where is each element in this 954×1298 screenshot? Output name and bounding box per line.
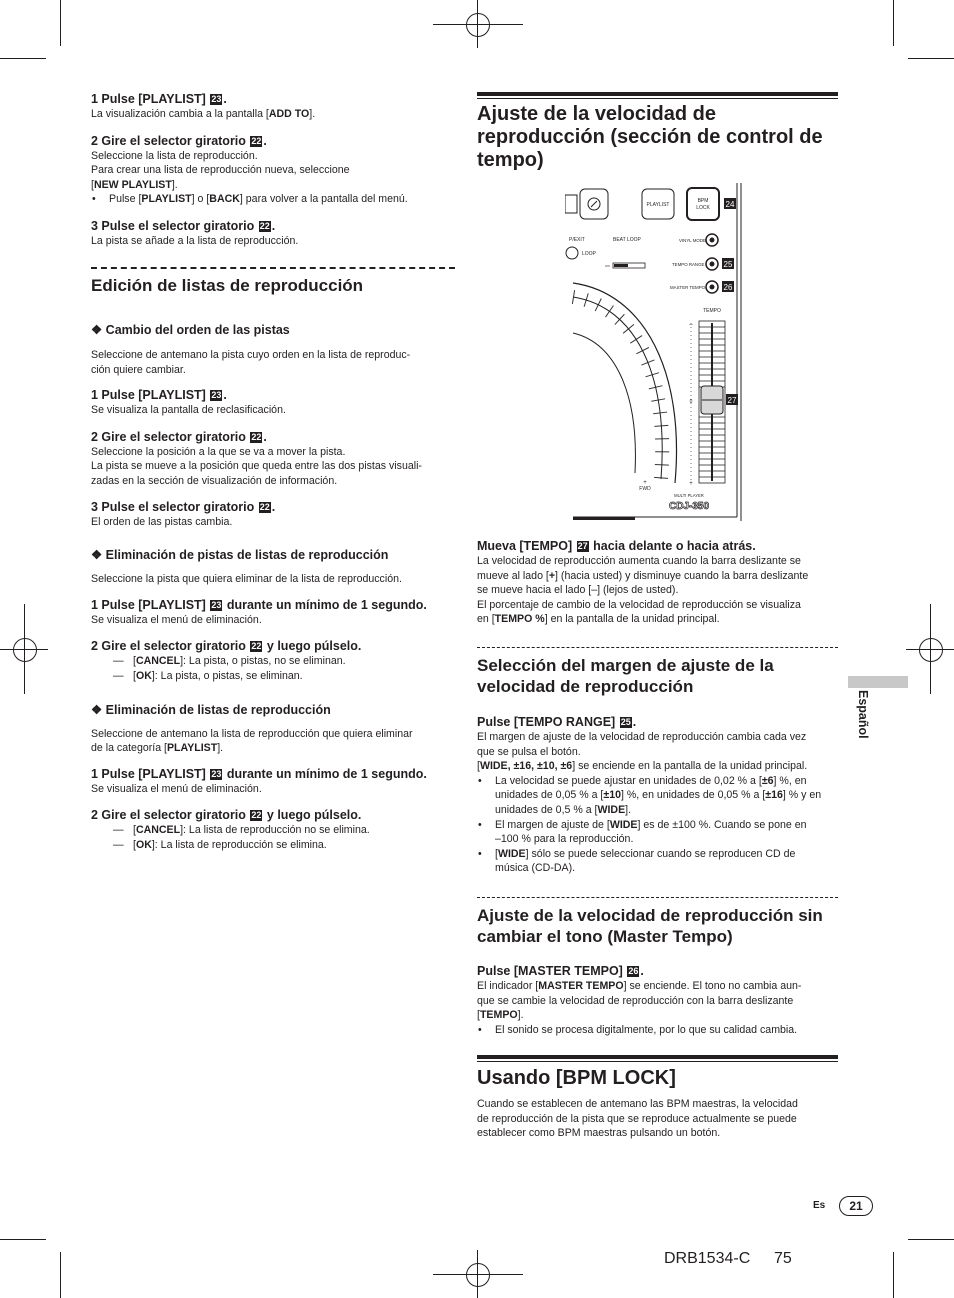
body-text: Se visualiza la pantalla de reclasificación. [91,404,286,417]
body-text: de la categoría [PLAYLIST]. [91,742,224,755]
tempo-range-label: TEMPO RANGE [672,262,705,267]
section-heading: Edición de listas de reproducción [91,276,364,295]
section-divider [91,267,455,269]
master-tempo-label: MASTER TEMPO [670,285,706,290]
body-text: se mueve hacia el lado [–] (lejos de usted). [477,584,679,597]
subsection-heading: ❖ Eliminación de pistas de listas de reproducción [91,548,389,563]
callout-badge: 22 [259,220,270,231]
callout-badge: 22 [259,501,270,512]
step-heading: 1 Pulse [PLAYLIST] 23 durante un mínimo de 1 segundo. [91,597,427,612]
callout-badge: 23 [211,599,222,610]
body-text: El porcentaje de cambio de la velocidad de reproducción se visualiza [477,598,801,611]
body-text: Seleccione la posición a la que se va a mover la pista. [91,445,346,458]
bullet-item: • El margen de ajuste de [WIDE] es de ±100 %. Cuando se pone en –100 % para la reproducción. [477,818,842,847]
bpm-lock-button [687,188,719,220]
tempo-zero: 0 [689,399,693,405]
body-text: El indicador [MASTER TEMPO] se enciende. El tono no cambia aun- [477,980,802,992]
crop-mark [0,1239,46,1240]
body-text: Cuando se establecen de antemano las BPM maestras, la velocidad [477,1098,798,1110]
subsection-heading: ❖ Cambio del orden de las pistas [91,323,290,337]
beat-loop-label: BEAT LOOP [613,237,641,243]
body-text: mueve al lado [+] (hacia usted) y disminuye cuando la barra deslizante [477,569,809,582]
callout-24-label: 24 [725,200,735,209]
model-logo: CDJ-350 [668,501,710,512]
heading-rule [477,92,838,96]
body-text: ción quiere cambiar. [91,363,186,376]
heading-rule [477,1055,838,1059]
body-text: Seleccione la pista que quiera eliminar de la lista de reproducción. [91,573,402,586]
step-heading: Mueva [TEMPO] 27 hacia delante o hacia atrás. [477,539,756,553]
bullet-item: • Pulse [PLAYLIST] o [BACK] para volver a la pantalla del menú. [91,192,456,207]
body-text: Seleccione de antemano la lista de reproducción que quiera eliminar [91,727,413,740]
body-text: en [TEMPO %] en la pantalla de la unidad principal. [477,613,720,626]
crop-mark [893,1252,894,1298]
print-page-number: 75 [774,1250,792,1267]
section-divider [477,897,838,898]
callout-badge: 23 [211,768,222,779]
step-heading: 3 Pulse el selector giratorio 22 . [91,218,276,233]
fwd-label: FWD [639,486,651,492]
body-text: La pista se añade a la lista de reproducción. [91,234,299,247]
dash-item: — [OK]: La pista, o pistas, se eliminan. [91,669,456,684]
body-text: [WIDE, ±16, ±10, ±6] se enciende en la pantalla de la unidad principal. [477,760,808,773]
crop-mark [908,58,954,59]
left-column-lower [91,322,456,853]
callout-27-label: 27 [727,396,737,405]
playlist-label: PLAYLIST [646,202,670,208]
callout-badge: 22 [251,431,262,442]
step-heading: 2 Gire el selector giratorio 22 . [91,133,267,148]
bpm-label: BPM [697,198,709,204]
section-heading: Ajuste de la velocidad de reproducción (sección de control de tempo) [477,103,823,171]
crop-mark [0,58,46,59]
right-column-master [477,963,842,1037]
loop-label: LOOP [582,251,596,257]
dash-item: — [OK]: La lista de reproducción se elimina. [91,838,456,853]
callout-badge: 22 [251,641,262,652]
section-divider [477,647,838,648]
right-column-bpm [477,1097,842,1141]
dash-item: — [CANCEL]: La lista de reproducción no se elimina. [91,823,456,838]
body-text: zadas en la sección de visualización de información. [91,474,338,487]
callout-badge: 27 [577,541,588,551]
body-text: Seleccione de antemano la pista cuyo orden en la lista de reproduc- [91,349,411,361]
body-text: de reproducción de la pista que se reproduce actualmente se puede [477,1112,797,1125]
callout-badge: 25 [620,717,631,727]
body-text: que se pulsa el botón. [477,745,581,758]
bullet-item: • [WIDE] sólo se puede seleccionar cuando se reproducen CD de música (CD-DA). [477,847,842,876]
tempo-label: TEMPO [703,308,721,314]
body-text: La visualización cambia a la pantalla [ADD TO]. [91,108,316,120]
crop-mark [60,1252,61,1298]
language-tab [848,676,908,688]
tempo-minus: – [689,322,693,328]
multi-player-label: MULTI PLAYER [674,493,704,498]
language-label: Español [856,690,870,739]
lock-label: LOCK [696,205,710,211]
vinyl-mode-label: VINYL MODE [679,238,706,243]
crop-mark [908,1239,954,1240]
step-heading: 2 Gire el selector giratorio 22 . [91,429,267,444]
right-column-range [477,714,842,876]
bullet-item: • La velocidad se puede ajustar en unidades de 0,02 % a [±6] %, en unidades de 0,05 % a [±10] %, en unidades de 0,05 % a [±16] % y en unidades de 0,5 % a [WIDE]. [477,774,842,818]
body-text: El margen de ajuste de la velocidad de reproducción cambia cada vez [477,731,807,743]
callout-badge: 23 [211,390,222,401]
callout-badge: 26 [628,966,639,976]
body-text: Se visualiza el menú de eliminación. [91,782,262,795]
callout-badge: 22 [251,810,262,821]
body-text: [TEMPO]. [477,1009,524,1022]
body-text: La pista se mueve a la posición que queda entre las dos pistas visuali- [91,460,422,473]
tempo-plus: + [689,481,693,487]
body-text: Seleccione la lista de reproducción. [91,149,258,162]
section-heading: Selección del margen de ajuste de la velocidad de reproducción [477,656,774,696]
body-text: El orden de las pistas cambia. [91,515,233,528]
section-heading: Ajuste de la velocidad de reproducción sin cambiar el tono (Master Tempo) [477,906,823,946]
right-column-tempo [477,538,842,627]
fwd-plus: + [643,480,647,486]
left-column [91,91,456,249]
step-heading: 1 Pulse [PLAYLIST] 23 durante un mínimo de 1 segundo. [91,766,427,781]
heading-rule [477,1061,838,1062]
dash-item: — [CANCEL]: La pista, o pistas, no se eliminan. [91,654,456,669]
step-heading: 2 Gire el selector giratorio 22 y luego púlselo. [91,639,362,654]
footer-lang-code: Es [813,1200,826,1211]
step-heading: Pulse [MASTER TEMPO] 26 . [477,964,644,978]
bullet-item: • El sonido se procesa digitalmente, por lo que su calidad cambia. [477,1023,842,1038]
step-heading: Pulse [TEMPO RANGE] 25 . [477,715,637,729]
callout-26-label: 26 [723,283,733,292]
tempo-control-diagram [565,183,743,521]
crop-mark [893,0,894,46]
callout-25-label: 25 [723,260,733,269]
subsection-heading: ❖ Eliminación de listas de reproducción [91,702,331,717]
step-heading: 1 Pulse [PLAYLIST] 23 . [91,92,227,106]
step-heading: 2 Gire el selector giratorio 22 y luego púlselo. [91,808,362,823]
body-text: Para crear una lista de reproducción nueva, seleccione [91,164,350,177]
body-text: [NEW PLAYLIST]. [91,178,178,191]
step-heading: 1 Pulse [PLAYLIST] 23 . [91,388,227,403]
document-code: DRB1534-C [664,1250,751,1267]
body-text: Se visualiza el menú de eliminación. [91,613,262,626]
body-text: establecer como BPM maestras pulsando un botón. [477,1127,721,1140]
body-text: que se cambie la velocidad de reproducción con la barra deslizante [477,994,794,1007]
body-text: La velocidad de reproducción aumenta cuando la barra deslizante se [477,555,801,567]
step-heading: 3 Pulse el selector giratorio 22 . [91,499,276,514]
callout-badge: 22 [251,135,262,146]
page-number: 21 [839,1196,873,1216]
exit-label: P/EXIT [569,237,585,243]
section-heading: Usando [BPM LOCK] [477,1067,676,1089]
callout-badge: 23 [211,94,222,104]
loop-button [566,247,578,259]
heading-rule [477,98,838,99]
crop-mark [60,0,61,46]
